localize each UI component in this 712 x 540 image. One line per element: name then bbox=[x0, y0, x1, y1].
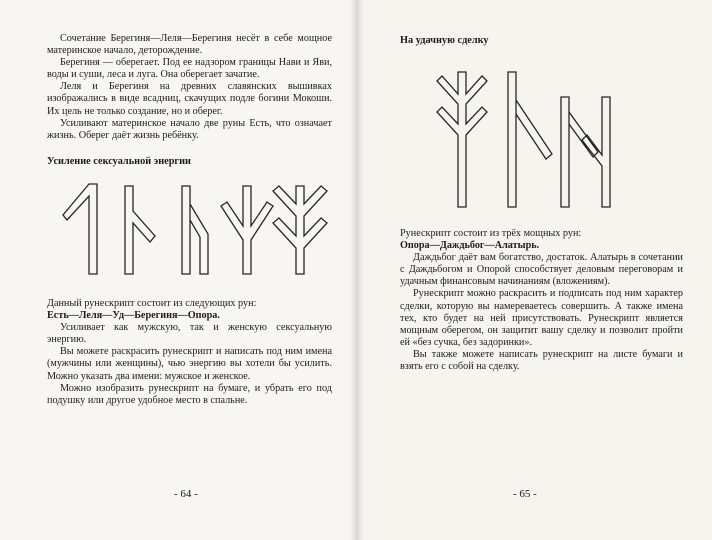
paragraph: Усиливает как мужскую, так и женскую сексуальную энергию. bbox=[47, 322, 332, 346]
rune-alatyr bbox=[561, 97, 610, 207]
rune-ud bbox=[182, 186, 208, 274]
paragraph: Даждьбог даёт вам богатство, достаток. Алатырь в сочетании с Даждьбогом и Опорой способствует деловым переговорам и удачным финансовым начинаниям (вложениям). bbox=[400, 252, 683, 288]
rune-lelya bbox=[125, 186, 155, 274]
rune-script-illustration bbox=[55, 176, 345, 286]
paragraph: Можно изобразить рунескрипт на бумаге, и убрать его под подушку или другое удобное место в спальне. bbox=[47, 382, 332, 406]
paragraph: Рунескрипт можно раскрасить и подписать под ним характер сделки, которую вы намереваетесь совершить. А также имена тех, кто будет на ней присутствовать. Рунескрипт является мощным оберегом, он защитит вашу сделку и позволит пройти ей «без сучка, без задоринки». bbox=[400, 288, 683, 348]
paragraph: Вы также можете написать рунескрипт на листе бумаги и взять его с собой на сделку. bbox=[400, 348, 683, 373]
intro-line: Рунескрипт состоит из трёх мощных рун: bbox=[400, 228, 582, 239]
right-text bbox=[400, 228, 683, 373]
page-number: - 65 - bbox=[513, 488, 537, 500]
intro-line: Данный рунескрипт состоит из следующих рун: bbox=[47, 298, 257, 309]
left-top-text bbox=[47, 33, 332, 142]
rune-beregina bbox=[221, 186, 273, 274]
rune-dazhdbog bbox=[508, 72, 552, 207]
paragraph: Сочетание Берегиня—Леля—Берегиня несёт в себе мощное материнское начало, деторождение. bbox=[47, 33, 332, 57]
paragraph: Вы можете раскрасить рунескрипт и написать под ним имена (мужчины или женщины), чью энергию вы хотели бы усилить. Можно указать два имени: мужское и женское. bbox=[47, 346, 332, 382]
page-number: - 64 - bbox=[174, 488, 198, 500]
rune-opora bbox=[273, 186, 327, 274]
paragraph: Леля и Берегиня на древних славянских вышивках изображались в виде всадниц, скачущих подле богини Мокоши. Их цель не только создание, но и оберег. bbox=[47, 81, 332, 117]
rune-opora bbox=[437, 72, 487, 207]
rune-list: Опора—Даждьбог—Алатырь. bbox=[400, 240, 540, 252]
rune-script-illustration bbox=[424, 62, 624, 212]
section-heading: На удачную сделку bbox=[400, 35, 489, 46]
rune-list: Есть—Леля—Уд—Берегиня—Опора. bbox=[47, 310, 220, 322]
section-heading: Усиление сексуальной энергии bbox=[47, 156, 191, 167]
left-bottom-text bbox=[47, 298, 332, 407]
rune-est bbox=[63, 184, 97, 274]
paragraph: Усиливают материнское начало две руны Есть, что означает жизнь. Оберег даёт жизнь ребёнку. bbox=[47, 117, 332, 141]
book-gutter bbox=[350, 0, 364, 540]
right-page bbox=[356, 0, 712, 540]
paragraph: Берегиня — оберегает. Под ее надзором границы Нави и Яви, воды и суши, леса и луга. Она оберегает зачатие. bbox=[47, 57, 332, 81]
